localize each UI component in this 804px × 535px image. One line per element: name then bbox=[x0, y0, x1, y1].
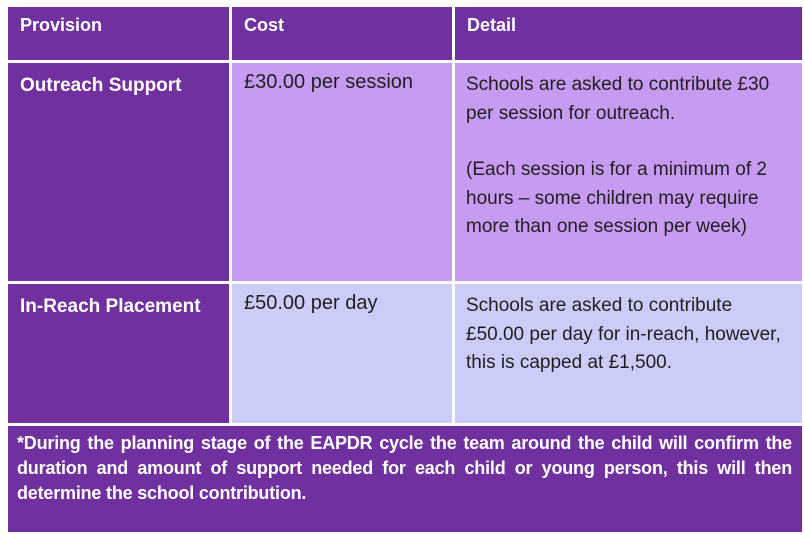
row-outreach-cost-cell: £30.00 per session bbox=[232, 63, 452, 281]
row-outreach-provision-cell: Outreach Support bbox=[8, 63, 229, 281]
outreach-detail-paragraph-1: Schools are asked to contribute £30 per session for outreach. bbox=[466, 74, 770, 124]
column-header-provision: Provision bbox=[8, 7, 229, 60]
table-footnote: *During the planning stage of the EAPDR cycle the team around the child will confirm the duration and amount of support needed for each child or young person, this will then determine the school contribution. bbox=[8, 426, 802, 532]
column-header-cost: Cost bbox=[232, 7, 452, 60]
provision-fees-table bbox=[8, 7, 802, 532]
column-header-detail: Detail bbox=[455, 7, 802, 60]
row-inreach-detail-cell bbox=[455, 284, 802, 423]
row-inreach-provision-cell: In-Reach Placement bbox=[8, 284, 229, 423]
row-inreach-cost-cell: £50.00 per day bbox=[232, 284, 452, 423]
outreach-detail-paragraph-2: (Each session is for a minimum of 2 hours – some children may require more than one session per week) bbox=[466, 159, 767, 237]
row-outreach-detail-cell bbox=[455, 63, 802, 281]
inreach-detail-paragraph-1: Schools are asked to contribute £50.00 per day for in-reach, however, this is capped at £1,500. bbox=[466, 295, 781, 373]
